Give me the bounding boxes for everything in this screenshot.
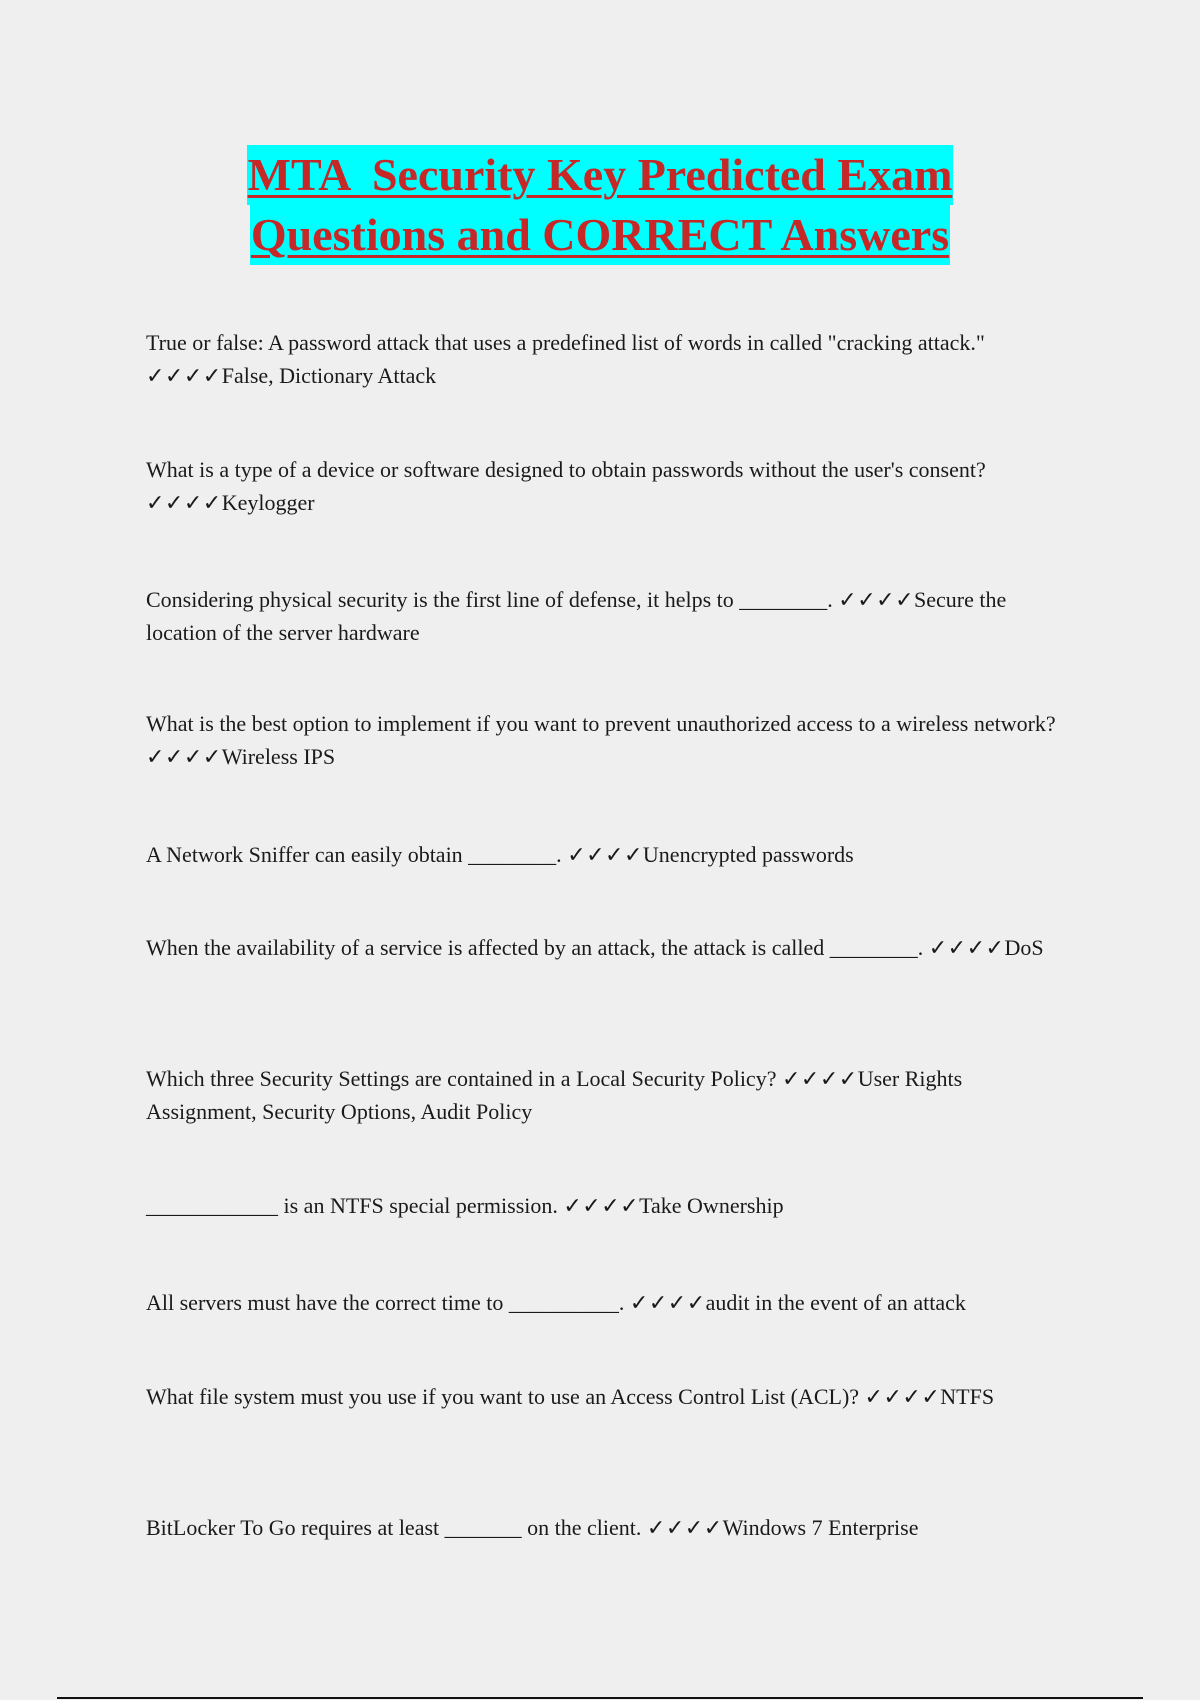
qa-item-11	[146, 1511, 1066, 1544]
qa-item-4	[146, 707, 1066, 773]
answer-text: Unencrypted passwords	[642, 842, 854, 867]
answer-text: Wireless IPS	[221, 744, 336, 769]
question-text: All servers must have the correct time to __________.	[146, 1290, 630, 1315]
question-text: ____________ is an NTFS special permission.	[146, 1193, 564, 1218]
check-marks: ✓✓✓✓	[629, 1290, 706, 1315]
check-marks: ✓✓✓✓	[838, 587, 915, 612]
document-title	[0, 145, 1200, 265]
qa-item-6	[146, 931, 1066, 964]
check-marks: ✓✓✓✓	[563, 1193, 640, 1218]
question-text: True or false: A password attack that uses a predefined list of words in called "cracking attack."	[146, 330, 985, 355]
answer-text: User Rights Assignment, Security Options, Audit Policy	[146, 1066, 963, 1124]
title-line-2: Questions and CORRECT Answers	[250, 205, 950, 265]
qa-item-5	[146, 838, 1066, 871]
check-marks: ✓✓✓✓	[781, 1066, 858, 1091]
title-line-1: MTA Security Key Predicted Exam	[247, 145, 954, 205]
answer-text: audit in the event of an attack	[705, 1290, 966, 1315]
check-marks: ✓✓✓✓	[646, 1515, 723, 1540]
answer-text: Take Ownership	[639, 1193, 784, 1218]
check-marks: ✓✓✓✓	[928, 935, 1005, 960]
qa-item-9	[146, 1286, 1066, 1319]
question-text: Considering physical security is the first line of defense, it helps to ________.	[146, 587, 839, 612]
check-marks: ✓✓✓✓	[864, 1384, 941, 1409]
check-marks: ✓✓✓✓	[146, 363, 222, 388]
qa-item-3	[146, 583, 1066, 649]
answer-text: DoS	[1004, 935, 1044, 960]
answer-text: Windows 7 Enterprise	[722, 1515, 919, 1540]
check-marks: ✓✓✓✓	[567, 842, 643, 867]
question-text: What file system must you use if you want to use an Access Control List (ACL)?	[146, 1384, 865, 1409]
answer-text: False, Dictionary Attack	[221, 363, 437, 388]
qa-item-1	[146, 326, 1066, 392]
qa-item-7	[146, 1062, 1066, 1128]
check-marks: ✓✓✓✓	[146, 490, 222, 515]
bottom-rule	[57, 1697, 1143, 1699]
qa-item-2	[146, 453, 1066, 519]
qa-item-8	[146, 1189, 1066, 1222]
answer-text: Secure the location of the server hardware	[146, 587, 1007, 645]
question-text: Which three Security Settings are contained in a Local Security Policy?	[146, 1066, 782, 1091]
qa-item-10	[146, 1380, 1066, 1413]
check-marks: ✓✓✓✓	[146, 744, 222, 769]
answer-text: Keylogger	[221, 490, 315, 515]
question-text: A Network Sniffer can easily obtain ________.	[146, 842, 568, 867]
answer-text: NTFS	[940, 1384, 995, 1409]
question-text: What is the best option to implement if you want to prevent unauthorized access to a wireless network?	[146, 711, 1056, 736]
question-text: What is a type of a device or software designed to obtain passwords without the user's consent?	[146, 457, 986, 482]
question-text: When the availability of a service is affected by an attack, the attack is called ________.	[146, 935, 929, 960]
question-text: BitLocker To Go requires at least _______ on the client.	[146, 1515, 647, 1540]
